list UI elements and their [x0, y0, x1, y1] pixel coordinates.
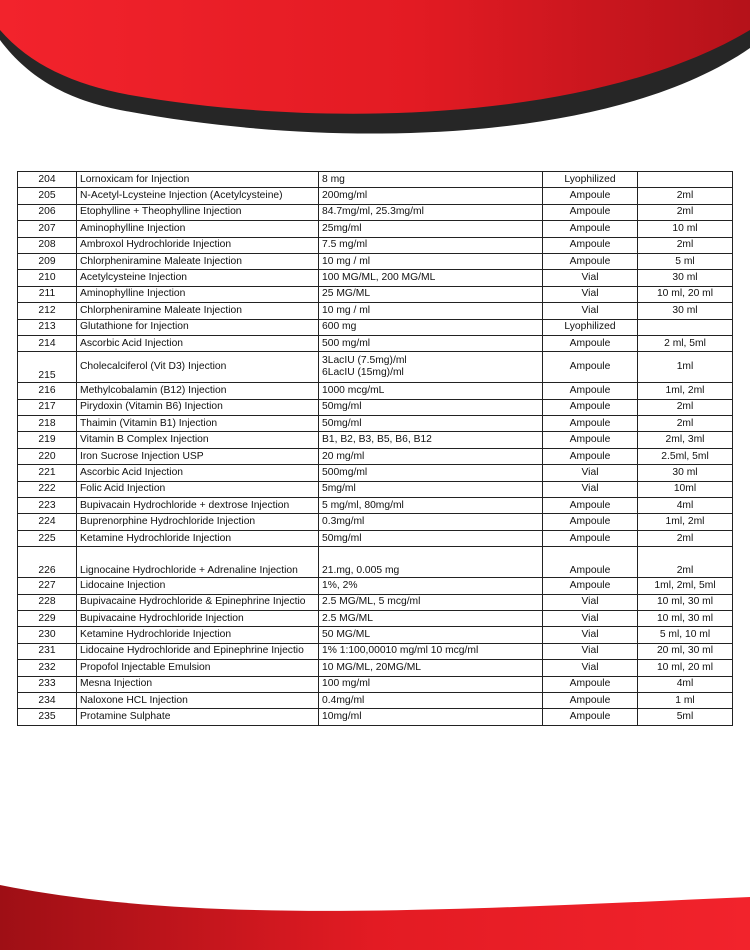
product-volume: 2ml	[638, 204, 733, 220]
product-name: Protamine Sulphate	[77, 709, 319, 725]
product-pack: Vial	[543, 286, 638, 302]
table-row	[18, 319, 733, 335]
product-name: Bupivacaine Hydrochloride Injection	[77, 610, 319, 626]
product-strength: 21.mg, 0.005 mg	[319, 547, 543, 578]
product-strength: 50mg/ml	[319, 399, 543, 415]
product-volume: 1ml, 2ml	[638, 383, 733, 399]
product-name: Lignocaine Hydrochloride + Adrenaline Injection	[77, 547, 319, 578]
product-name: Iron Sucrose Injection USP	[77, 448, 319, 464]
product-name: Bupivacain Hydrochloride + dextrose Injection	[77, 498, 319, 514]
product-pack: Ampoule	[543, 498, 638, 514]
row-number: 225	[18, 530, 77, 546]
row-number: 206	[18, 204, 77, 220]
product-strength: 25 MG/ML	[319, 286, 543, 302]
product-pack: Ampoule	[543, 399, 638, 415]
product-strength: 5mg/ml	[319, 481, 543, 497]
row-number: 215	[18, 352, 77, 383]
product-pack: Vial	[543, 610, 638, 626]
table-row	[18, 530, 733, 546]
product-volume: 5ml	[638, 709, 733, 725]
product-strength: 10mg/ml	[319, 709, 543, 725]
product-pack: Ampoule	[543, 448, 638, 464]
table-row	[18, 627, 733, 643]
product-name: N-Acetyl-Lcysteine Injection (Acetylcysteine)	[77, 188, 319, 204]
row-number: 223	[18, 498, 77, 514]
product-volume: 4ml	[638, 498, 733, 514]
table-row	[18, 253, 733, 269]
product-name: Ascorbic Acid Injection	[77, 335, 319, 351]
product-name: Etophylline + Theophylline Injection	[77, 204, 319, 220]
product-volume	[638, 319, 733, 335]
product-pack: Ampoule	[543, 432, 638, 448]
table-row	[18, 399, 733, 415]
product-volume: 2ml, 3ml	[638, 432, 733, 448]
row-number: 226	[18, 547, 77, 578]
product-volume: 2ml	[638, 237, 733, 253]
row-number: 207	[18, 221, 77, 237]
product-volume: 2 ml, 5ml	[638, 335, 733, 351]
product-name: Buprenorphine Hydrochloride Injection	[77, 514, 319, 530]
product-name: Lornoxicam for Injection	[77, 172, 319, 188]
product-name: Vitamin B Complex Injection	[77, 432, 319, 448]
product-pack: Vial	[543, 660, 638, 676]
table-row	[18, 303, 733, 319]
product-strength: 2.5 MG/ML, 5 mcg/ml	[319, 594, 543, 610]
row-number: 231	[18, 643, 77, 659]
product-volume: 1ml	[638, 352, 733, 383]
product-strength: 500 mg/ml	[319, 335, 543, 351]
product-pack: Ampoule	[543, 692, 638, 708]
table-row	[18, 335, 733, 351]
row-number: 233	[18, 676, 77, 692]
product-name: Aminophylline Injection	[77, 286, 319, 302]
product-pack: Vial	[543, 303, 638, 319]
product-name: Folic Acid Injection	[77, 481, 319, 497]
table-row	[18, 578, 733, 594]
product-pack: Lyophilized	[543, 172, 638, 188]
table-row	[18, 383, 733, 399]
product-name: Glutathione for Injection	[77, 319, 319, 335]
row-number: 209	[18, 253, 77, 269]
row-number: 222	[18, 481, 77, 497]
table-row	[18, 237, 733, 253]
row-number: 232	[18, 660, 77, 676]
row-number: 224	[18, 514, 77, 530]
product-name: Methylcobalamin (B12) Injection	[77, 383, 319, 399]
product-pack: Ampoule	[543, 204, 638, 220]
product-volume: 2ml	[638, 547, 733, 578]
product-name: Chlorpheniramine Maleate Injection	[77, 303, 319, 319]
table-row	[18, 660, 733, 676]
product-volume: 2ml	[638, 416, 733, 432]
table-row	[18, 481, 733, 497]
product-strength: 10 mg / ml	[319, 303, 543, 319]
product-strength: 8 mg	[319, 172, 543, 188]
product-volume: 30 ml	[638, 303, 733, 319]
product-strength: 200mg/ml	[319, 188, 543, 204]
product-name: Naloxone HCL Injection	[77, 692, 319, 708]
table-row	[18, 547, 733, 578]
product-volume: 1ml, 2ml, 5ml	[638, 578, 733, 594]
product-pack: Ampoule	[543, 237, 638, 253]
product-strength: 0.4mg/ml	[319, 692, 543, 708]
product-pack: Vial	[543, 643, 638, 659]
table-row	[18, 352, 733, 383]
table-row	[18, 416, 733, 432]
table-row	[18, 709, 733, 725]
table-row	[18, 432, 733, 448]
product-strength: 100 mg/ml	[319, 676, 543, 692]
product-pack: Vial	[543, 481, 638, 497]
product-pack: Ampoule	[543, 578, 638, 594]
product-strength: 50mg/ml	[319, 416, 543, 432]
product-volume: 10ml	[638, 481, 733, 497]
product-volume: 20 ml, 30 ml	[638, 643, 733, 659]
product-strength: 25mg/ml	[319, 221, 543, 237]
product-name: Ketamine Hydrochloride Injection	[77, 530, 319, 546]
product-name: Chlorpheniramine Maleate Injection	[77, 253, 319, 269]
product-pack: Ampoule	[543, 352, 638, 383]
product-pack: Ampoule	[543, 416, 638, 432]
table-row	[18, 676, 733, 692]
product-pack: Ampoule	[543, 709, 638, 725]
product-pack: Ampoule	[543, 514, 638, 530]
table-row	[18, 286, 733, 302]
table-row	[18, 514, 733, 530]
table-row	[18, 498, 733, 514]
product-volume: 5 ml	[638, 253, 733, 269]
product-strength: 500mg/ml	[319, 465, 543, 481]
product-volume: 2ml	[638, 530, 733, 546]
product-strength: 7.5 mg/ml	[319, 237, 543, 253]
product-name: Ambroxol Hydrochloride Injection	[77, 237, 319, 253]
product-strength: 600 mg	[319, 319, 543, 335]
product-pack: Ampoule	[543, 188, 638, 204]
strength-line: 6LacIU (15mg)/ml	[322, 367, 404, 379]
product-pack: Ampoule	[543, 221, 638, 237]
table-row	[18, 465, 733, 481]
product-volume: 5 ml, 10 ml	[638, 627, 733, 643]
product-pack: Ampoule	[543, 547, 638, 578]
row-number: 235	[18, 709, 77, 725]
product-name: Lidocaine Hydrochloride and Epinephrine Injectio	[77, 643, 319, 659]
product-strength	[319, 352, 543, 383]
product-strength: 50 MG/ML	[319, 627, 543, 643]
product-strength: 100 MG/ML, 200 MG/ML	[319, 270, 543, 286]
product-volume	[638, 172, 733, 188]
product-volume: 1 ml	[638, 692, 733, 708]
row-number: 204	[18, 172, 77, 188]
product-pack: Ampoule	[543, 530, 638, 546]
product-pack: Ampoule	[543, 335, 638, 351]
product-volume: 10 ml, 20 ml	[638, 286, 733, 302]
product-name: Aminophylline Injection	[77, 221, 319, 237]
row-number: 219	[18, 432, 77, 448]
product-pack: Ampoule	[543, 383, 638, 399]
row-number: 221	[18, 465, 77, 481]
product-strength: 5 mg/ml, 80mg/ml	[319, 498, 543, 514]
footer-banner	[0, 875, 750, 950]
table-row	[18, 594, 733, 610]
product-volume: 30 ml	[638, 465, 733, 481]
table-row	[18, 188, 733, 204]
product-strength: 1%, 2%	[319, 578, 543, 594]
product-strength: 10 mg / ml	[319, 253, 543, 269]
product-name: Cholecalciferol (Vit D3) Injection	[77, 352, 319, 383]
row-number: 220	[18, 448, 77, 464]
strength-line: 3LacIU (7.5mg)/ml	[322, 355, 407, 367]
product-pack: Ampoule	[543, 253, 638, 269]
row-number: 212	[18, 303, 77, 319]
row-number: 230	[18, 627, 77, 643]
row-number: 227	[18, 578, 77, 594]
header-banner	[0, 0, 750, 145]
product-volume: 2.5ml, 5ml	[638, 448, 733, 464]
table-row	[18, 643, 733, 659]
product-volume: 10 ml, 20 ml	[638, 660, 733, 676]
row-number: 229	[18, 610, 77, 626]
row-number: 211	[18, 286, 77, 302]
product-strength: 84.7mg/ml, 25.3mg/ml	[319, 204, 543, 220]
product-pack: Vial	[543, 465, 638, 481]
row-number: 217	[18, 399, 77, 415]
table-row	[18, 221, 733, 237]
product-name: Mesna Injection	[77, 676, 319, 692]
product-strength: 1000 mcg/mL	[319, 383, 543, 399]
product-name: Ketamine Hydrochloride Injection	[77, 627, 319, 643]
table-row	[18, 610, 733, 626]
product-name: Acetylcysteine Injection	[77, 270, 319, 286]
product-volume: 10 ml	[638, 221, 733, 237]
product-name: Bupivacaine Hydrochloride & Epinephrine Injectio	[77, 594, 319, 610]
row-number: 214	[18, 335, 77, 351]
product-pack: Ampoule	[543, 676, 638, 692]
product-strength: 50mg/ml	[319, 530, 543, 546]
product-pack: Vial	[543, 627, 638, 643]
row-number: 218	[18, 416, 77, 432]
table-row	[18, 270, 733, 286]
product-name: Pirydoxin (Vitamin B6) Injection	[77, 399, 319, 415]
product-table	[17, 171, 733, 726]
product-pack: Vial	[543, 594, 638, 610]
product-volume: 10 ml, 30 ml	[638, 610, 733, 626]
row-number: 205	[18, 188, 77, 204]
product-volume: 10 ml, 30 ml	[638, 594, 733, 610]
row-number: 208	[18, 237, 77, 253]
table-row	[18, 692, 733, 708]
product-volume: 2ml	[638, 399, 733, 415]
product-pack: Vial	[543, 270, 638, 286]
product-name: Lidocaine Injection	[77, 578, 319, 594]
row-number: 234	[18, 692, 77, 708]
product-pack: Lyophilized	[543, 319, 638, 335]
product-strength: 20 mg/ml	[319, 448, 543, 464]
product-strength: B1, B2, B3, B5, B6, B12	[319, 432, 543, 448]
table-row	[18, 204, 733, 220]
table-row	[18, 172, 733, 188]
product-volume: 30 ml	[638, 270, 733, 286]
product-volume: 4ml	[638, 676, 733, 692]
product-name: Propofol Injectable Emulsion	[77, 660, 319, 676]
table-row	[18, 448, 733, 464]
product-strength: 10 MG/ML, 20MG/ML	[319, 660, 543, 676]
product-strength: 0.3mg/ml	[319, 514, 543, 530]
product-strength: 1% 1:100,00010 mg/ml 10 mcg/ml	[319, 643, 543, 659]
product-name: Ascorbic Acid Injection	[77, 465, 319, 481]
row-number: 210	[18, 270, 77, 286]
row-number: 228	[18, 594, 77, 610]
row-number: 213	[18, 319, 77, 335]
product-name: Thaimin (Vitamin B1) Injection	[77, 416, 319, 432]
product-strength: 2.5 MG/ML	[319, 610, 543, 626]
product-volume: 1ml, 2ml	[638, 514, 733, 530]
row-number: 216	[18, 383, 77, 399]
product-volume: 2ml	[638, 188, 733, 204]
